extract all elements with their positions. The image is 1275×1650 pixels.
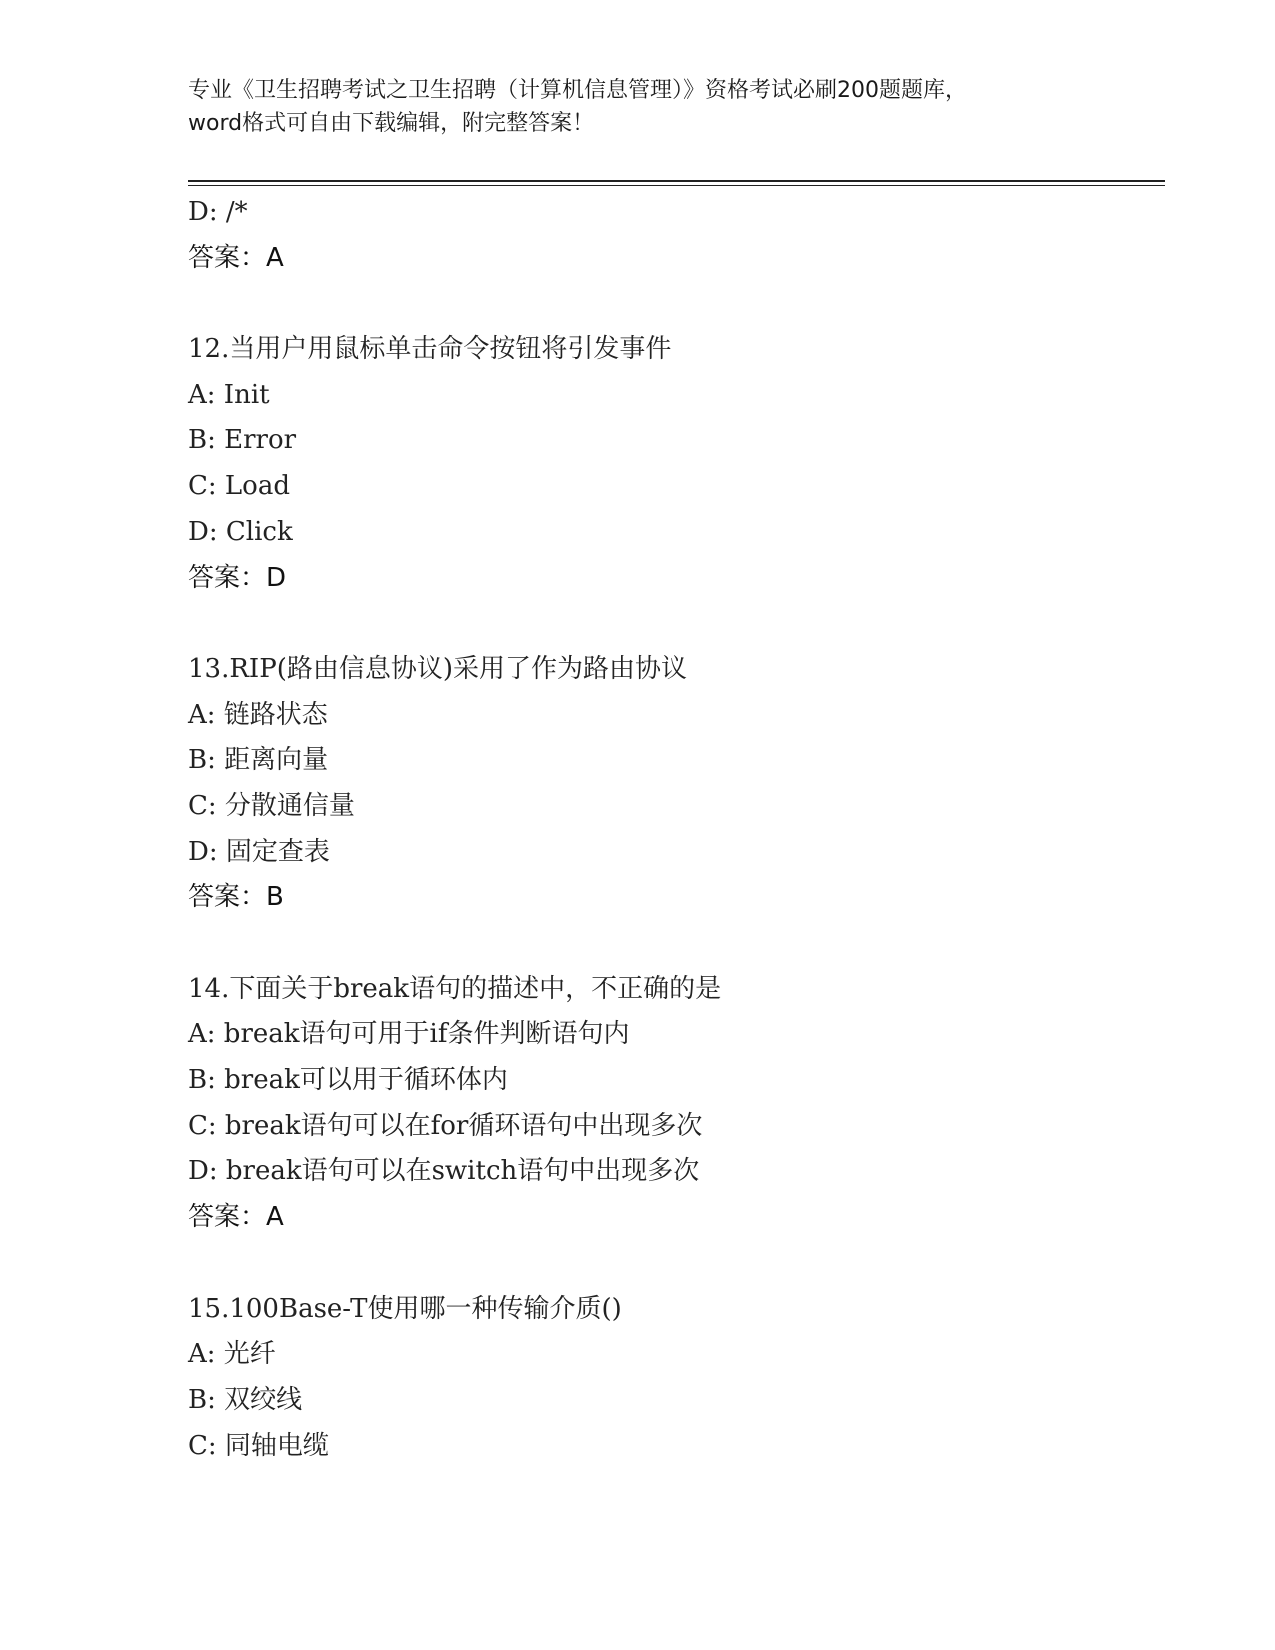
answer-line: 答案：A [188, 242, 284, 273]
option-c: C: 同轴电缆 [188, 1430, 329, 1461]
header-divider-thin [188, 185, 1165, 186]
spacer [188, 281, 1148, 327]
option-a: A: 光纤 [188, 1339, 276, 1370]
spacer [188, 921, 1148, 967]
option-a: A: break语句可用于if条件判断语句内 [188, 1019, 630, 1050]
option-b: B: 距离向量 [188, 745, 329, 776]
option-d: D: Click [188, 516, 293, 547]
spacer [188, 1241, 1148, 1287]
answer-line: 答案：A [188, 1202, 284, 1233]
header-divider [188, 180, 1165, 182]
option-b: B: Error [188, 425, 297, 456]
spacer [188, 601, 1148, 647]
option-d: D: break语句可以在switch语句中出现多次 [188, 1156, 700, 1187]
option-a: A: 链路状态 [188, 699, 328, 730]
question-stem: 13.RIP(路由信息协议)采用了作为路由协议 [188, 653, 687, 684]
question-stem: 15.100Base-T使用哪一种传输介质() [188, 1293, 622, 1324]
question-11-continued [188, 190, 1148, 281]
header-title-line-2: word格式可自由下载编辑，附完整答案！ [188, 111, 595, 136]
question-15 [188, 1287, 1148, 1470]
question-14 [188, 967, 1148, 1241]
question-12 [188, 327, 1148, 601]
option-c: C: Load [188, 471, 290, 502]
option-b: B: break可以用于循环体内 [188, 1065, 508, 1096]
option-a: A: Init [188, 379, 270, 410]
option-c: C: break语句可以在for循环语句中出现多次 [188, 1110, 703, 1141]
document-header [188, 74, 1088, 140]
option-b: B: 双绞线 [188, 1384, 303, 1415]
option-d: D: 固定查表 [188, 836, 330, 867]
question-stem: 12.当用户用鼠标单击命令按钮将引发事件 [188, 334, 672, 365]
option-c: C: 分散通信量 [188, 790, 355, 821]
question-13 [188, 647, 1148, 921]
header-title-line-1: 专业《卫生招聘考试之卫生招聘（计算机信息管理）》资格考试必刷200题题库， [188, 78, 967, 103]
answer-line: 答案：D [188, 562, 287, 593]
question-list [188, 190, 1148, 1469]
question-stem: 14.下面关于break语句的描述中，不正确的是 [188, 973, 722, 1004]
option-d: D: /* [188, 197, 248, 227]
answer-line: 答案：B [188, 882, 284, 913]
